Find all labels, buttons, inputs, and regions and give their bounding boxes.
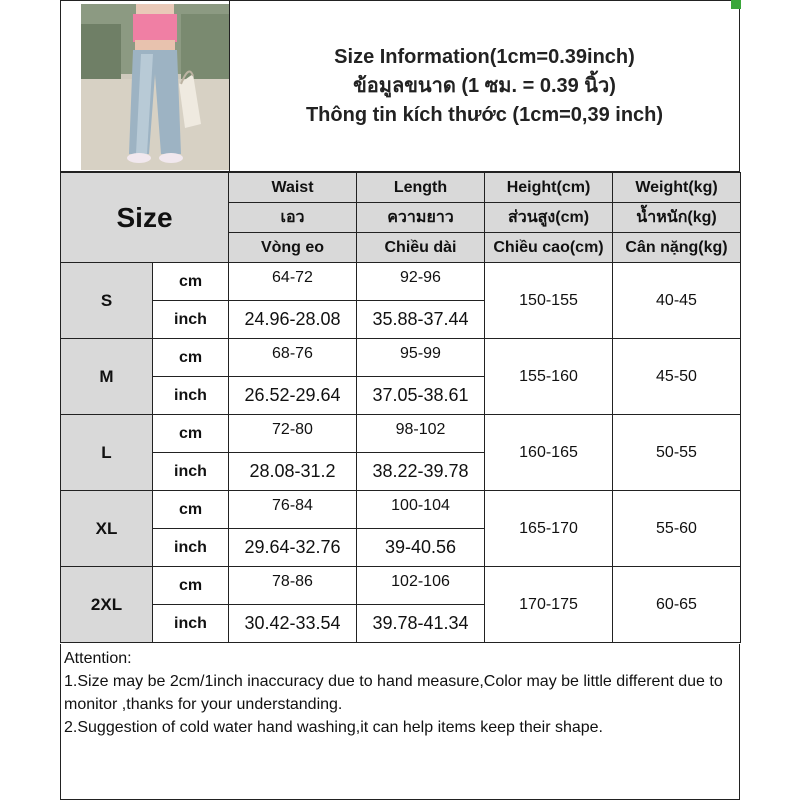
length-inch: 35.88-37.44 [357,301,485,339]
unit-cm: cm [153,491,229,529]
height-range: 170-175 [485,567,613,643]
length-cm: 102-106 [357,567,485,605]
size-chart-sheet [60,0,740,800]
header-waist-en: Waist [229,173,357,203]
waist-inch: 26.52-29.64 [229,377,357,415]
length-cm: 92-96 [357,263,485,301]
waist-cm: 68-76 [229,339,357,377]
size-label-m: M [61,339,153,415]
size-chart-header [60,0,740,172]
attention-note-2: 2.Suggestion of cold water hand washing,it can help items keep their shape. [64,719,603,736]
unit-inch: inch [153,377,229,415]
unit-inch: inch [153,605,229,643]
table-row [61,415,741,453]
height-range: 155-160 [485,339,613,415]
height-range: 160-165 [485,415,613,491]
unit-cm: cm [153,415,229,453]
length-inch: 39-40.56 [357,529,485,567]
product-photo [81,4,229,170]
title-thai: ข้อมูลขนาด (1 ซม. = 0.39 นิ้ว) [353,74,616,97]
unit-cm: cm [153,567,229,605]
title-box [229,1,739,171]
attention-note-1: 1.Size may be 2cm/1inch inaccuracy due to hand measure,Color may be little different due to monitor ,thanks for your understanding. [64,673,728,713]
weight-range: 50-55 [613,415,741,491]
length-inch: 39.78-41.34 [357,605,485,643]
unit-inch: inch [153,453,229,491]
corner-mark [731,0,741,9]
header-row-english [61,173,741,203]
waist-cm: 72-80 [229,415,357,453]
weight-range: 55-60 [613,491,741,567]
title-vietnamese: Thông tin kích thước (1cm=0,39 inch) [305,103,664,126]
header-height-vi: Chiều cao(cm) [485,233,613,263]
size-table [60,172,741,643]
header-waist-vi: Vòng eo [229,233,357,263]
length-cm: 95-99 [357,339,485,377]
header-weight-th: น้ำหนัก(kg) [613,203,741,233]
attention-heading: Attention: [64,650,132,667]
header-length-vi: Chiều dài [357,233,485,263]
size-label-xl: XL [61,491,153,567]
weight-range: 45-50 [613,339,741,415]
weight-range: 40-45 [613,263,741,339]
header-length-en: Length [357,173,485,203]
height-range: 165-170 [485,491,613,567]
unit-cm: cm [153,263,229,301]
waist-inch: 24.96-28.08 [229,301,357,339]
height-range: 150-155 [485,263,613,339]
attention-notes [60,644,740,800]
waist-cm: 76-84 [229,491,357,529]
header-waist-th: เอว [229,203,357,233]
table-row [61,567,741,605]
table-row [61,263,741,301]
waist-inch: 29.64-32.76 [229,529,357,567]
weight-range: 60-65 [613,567,741,643]
title-english: Size Information(1cm=0.39inch) [334,45,635,68]
header-height-en: Height(cm) [485,173,613,203]
size-label-s: S [61,263,153,339]
length-inch: 38.22-39.78 [357,453,485,491]
header-length-th: ความยาว [357,203,485,233]
waist-cm: 78-86 [229,567,357,605]
header-weight-en: Weight(kg) [613,173,741,203]
size-label-l: L [61,415,153,491]
length-cm: 98-102 [357,415,485,453]
length-inch: 37.05-38.61 [357,377,485,415]
table-row [61,339,741,377]
waist-inch: 30.42-33.54 [229,605,357,643]
waist-cm: 64-72 [229,263,357,301]
unit-inch: inch [153,529,229,567]
size-column-header: Size [61,173,229,263]
header-height-th: ส่วนสูง(cm) [485,203,613,233]
unit-cm: cm [153,339,229,377]
length-cm: 100-104 [357,491,485,529]
header-weight-vi: Cân nặng(kg) [613,233,741,263]
waist-inch: 28.08-31.2 [229,453,357,491]
unit-inch: inch [153,301,229,339]
table-row [61,491,741,529]
size-label-2xl: 2XL [61,567,153,643]
